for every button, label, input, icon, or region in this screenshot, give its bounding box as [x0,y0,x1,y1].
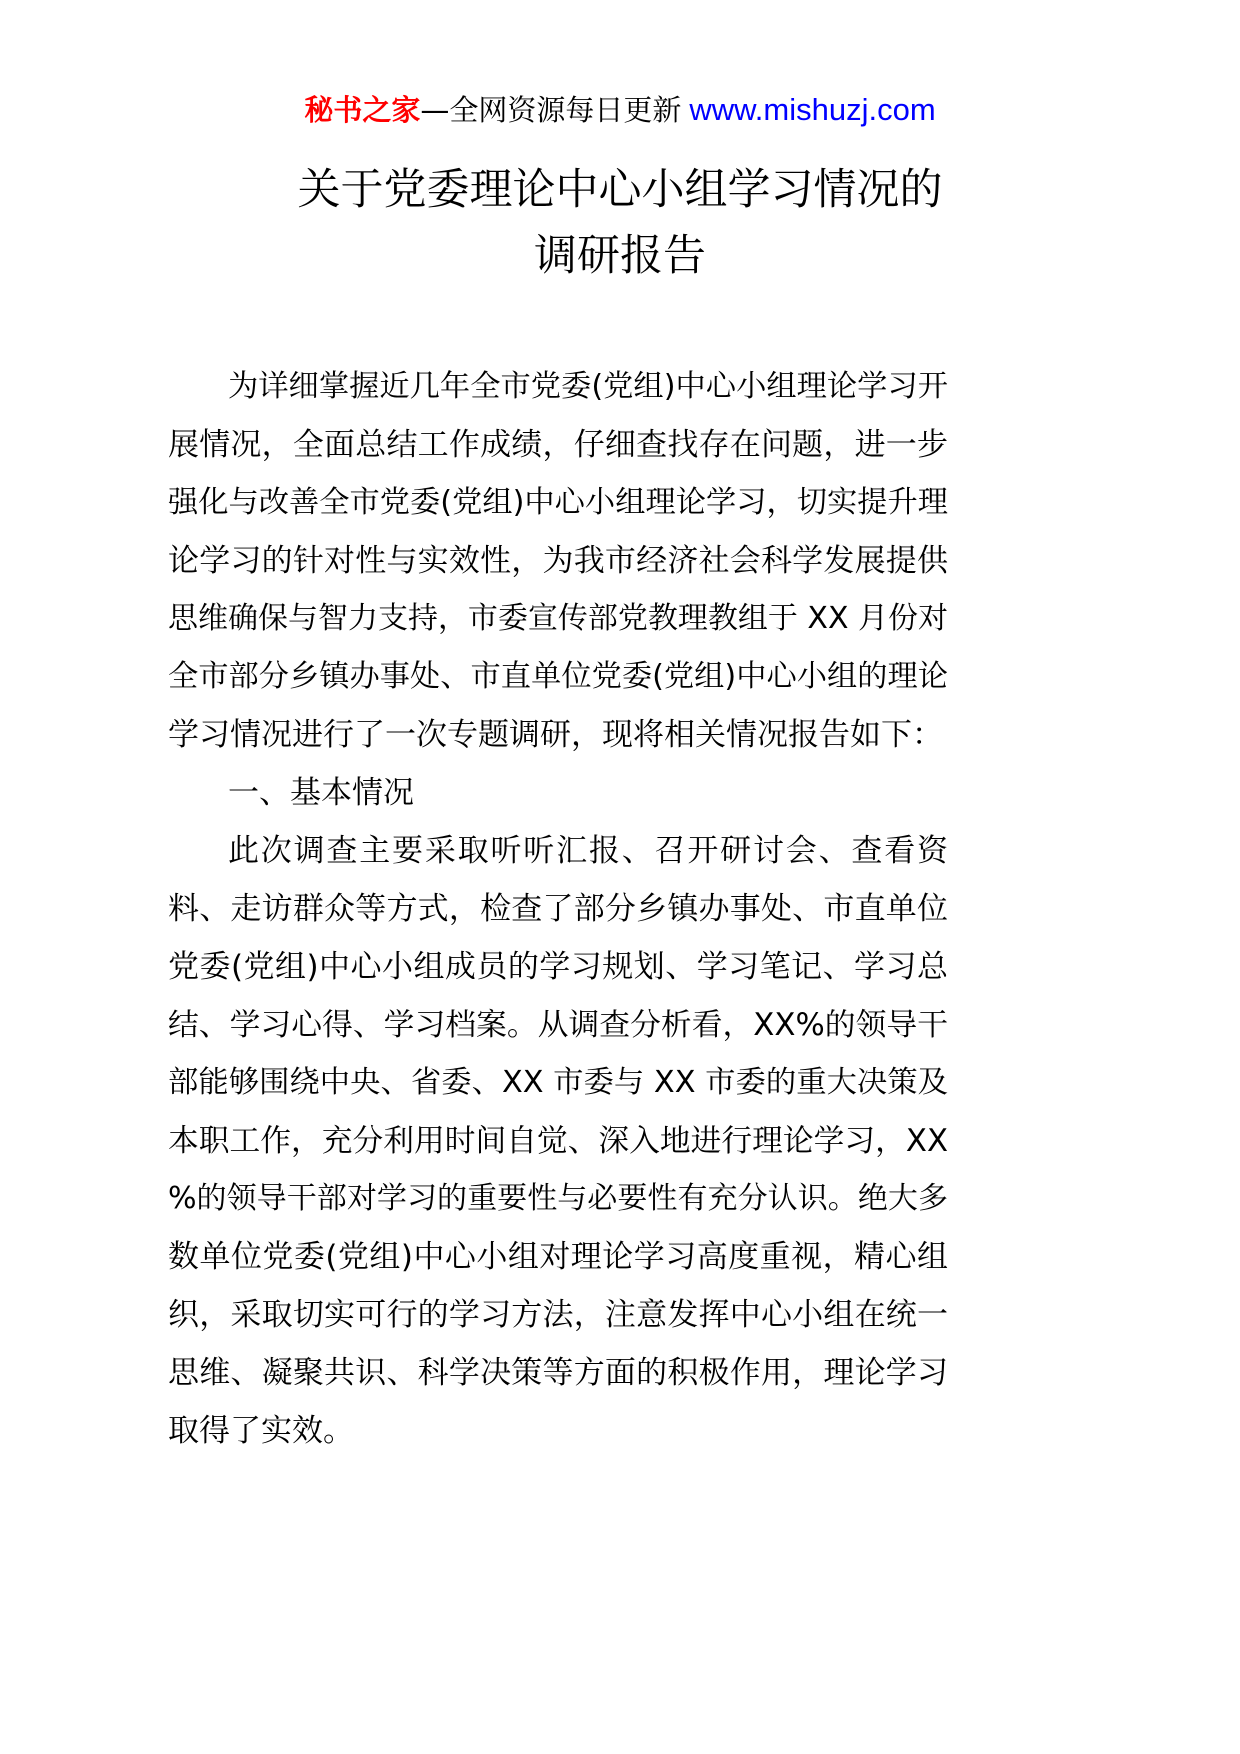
document-title-line-1: 关于党委理论中心小组学习情况的 [297,165,943,215]
document-body [168,358,948,1460]
paragraph-line: 为详细掌握近几年全市党委(党组)中心小组理论学习开 [228,369,948,404]
document-title-line-2: 调研报告 [534,231,706,281]
paragraph-line: 织，采取切实可行的学习方法，注意发挥中心小组在统一 [168,1297,948,1333]
paragraph-line: 料、走访群众等方式，检查了部分乡镇办事处、市直单位 [168,891,948,927]
paragraph-line: 党委(党组)中心小组成员的学习规划、学习笔记、学习总 [168,949,948,985]
paragraph-line: 本职工作，充分利用时间自觉、深入地进行理论学习，XX [168,1123,948,1159]
paragraph-basic-situation [168,822,948,1460]
paragraph-line: 思维、凝聚共识、科学决策等方面的积极作用，理论学习 [168,1355,948,1391]
paragraph-line: 结、学习心得、学习档案。从调查分析看，XX%的领导干 [168,1007,948,1043]
paragraph-line: 论学习的针对性与实效性，为我市经济社会科学发展提供 [168,543,948,579]
paragraph-line: 全市部分乡镇办事处、市直单位党委(党组)中心小组的理论 [168,659,948,694]
paragraph-line: 此次调查主要采取听听汇报、召开研讨会、查看资 [228,833,948,869]
paragraph-line: 展情况，全面总结工作成绩，仔细查找存在问题，进一步 [168,427,948,463]
paragraph-line: %的领导干部对学习的重要性与必要性有充分认识。绝大多 [168,1181,948,1216]
section-heading-basic-situation: 一、基本情况 [228,775,414,811]
site-url-link[interactable]: www.mishuzj.com [689,92,936,127]
brand-name: 秘书之家 [304,93,421,127]
paragraph-line: 数单位党委(党组)中心小组对理论学习高度重视，精心组 [168,1239,948,1275]
paragraph-line: 学习情况进行了一次专题调研，现将相关情况报告如下： [168,717,943,753]
paragraph-line: 取得了实效。 [168,1413,354,1449]
site-banner [0,88,1240,132]
paragraph-line: 部能够围绕中央、省委、XX 市委与 XX 市委的重大决策及 [168,1065,948,1100]
paragraph-intro [168,358,948,764]
paragraph-line: 强化与改善全市党委(党组)中心小组理论学习，切实提升理 [168,485,948,520]
paragraph-line: 思维确保与智力支持，市委宣传部党教理教组于 XX 月份对 [168,601,948,636]
banner-tagline: —全网资源每日更新 [420,93,682,127]
